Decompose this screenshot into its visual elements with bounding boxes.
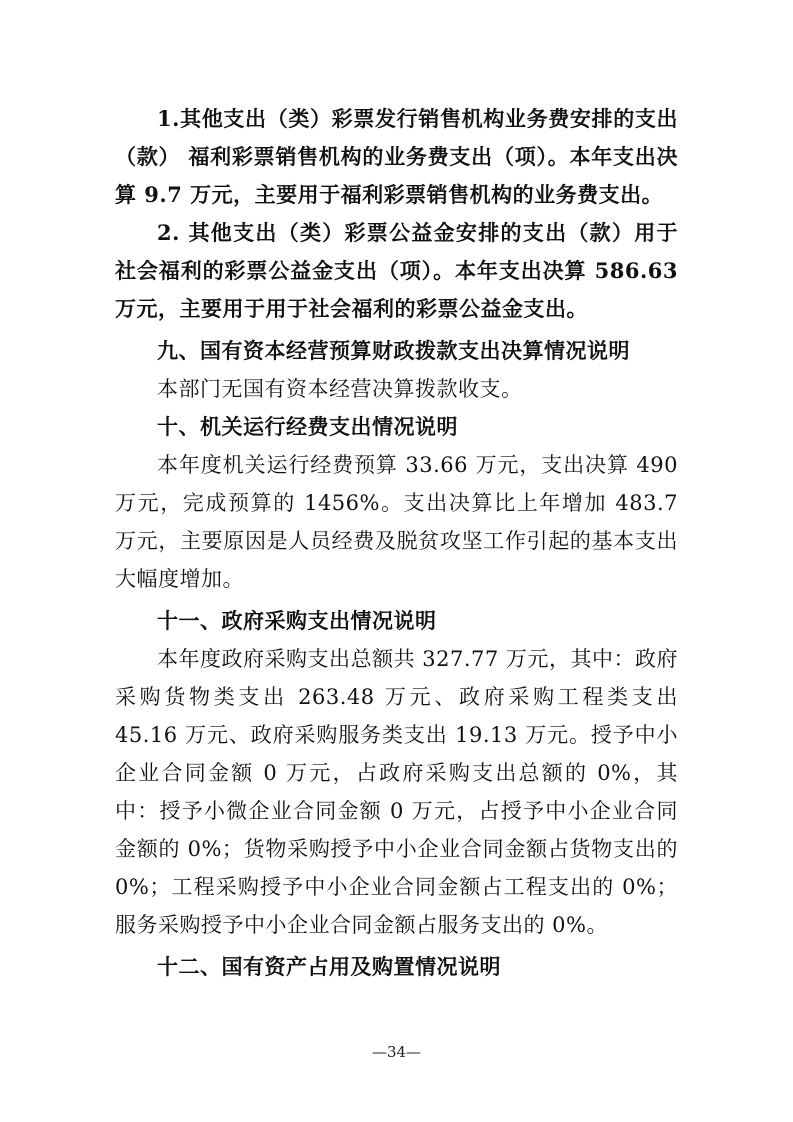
heading-section-11: 十一、政府采购支出情况说明 (157, 609, 437, 633)
paragraph-section-9: 本部门无国有资本经营决算拨款收支。 (157, 377, 523, 401)
heading-section-12: 十二、国有资产占用及购置情况说明 (157, 955, 501, 979)
paragraph-section-11: 本年度政府采购支出总额共 327.77 万元，其中：政府采购货物类支出 263.48 万元、政府采购工程类支出 45.16 万元、政府采购服务类支出 19.13 万元。授予中小企业合同金额 0 万元，占政府采购支出总额的 0%，其中：授予小微企业合同金额 0 万元，占授予中小企业合同金额的 0%；货物采购授予中小企业合同金额占货物支出的 0%；工程采购授予中小企业合同金额占工程支出的 0%；服务采购授予中小企业合同金额占服务支出的 0%。 (115, 647, 678, 937)
page-number: —34— (371, 1043, 422, 1061)
paragraph-section-10: 本年度机关运行经费预算 33.66 万元，支出决算 490 万元，完成预算的 1456%。支出决算比上年增加 483.7 万元，主要原因是人员经费及脱贫攻坚工作引起的基本支出大幅度增加。 (115, 453, 678, 591)
heading-section-10: 十、机关运行经费支出情况说明 (157, 415, 458, 439)
heading-section-9: 九、国有资本经营预算财政拨款支出决算情况说明 (157, 339, 630, 363)
document-body (115, 100, 678, 986)
paragraph-lottery-sales-expense: 1.其他支出（类）彩票发行销售机构业务费安排的支出（款） 福利彩票销售机构的业务费支出（项）。本年支出决算 9.7 万元，主要用于福利彩票销售机构的业务费支出。 (115, 106, 678, 207)
paragraph-lottery-welfare-expense: 2. 其他支出（类）彩票公益金安排的支出（款）用于社会福利的彩票公益金支出（项）。本年支出决算 586.63 万元，主要用于用于社会福利的彩票公益金支出。 (115, 220, 678, 321)
